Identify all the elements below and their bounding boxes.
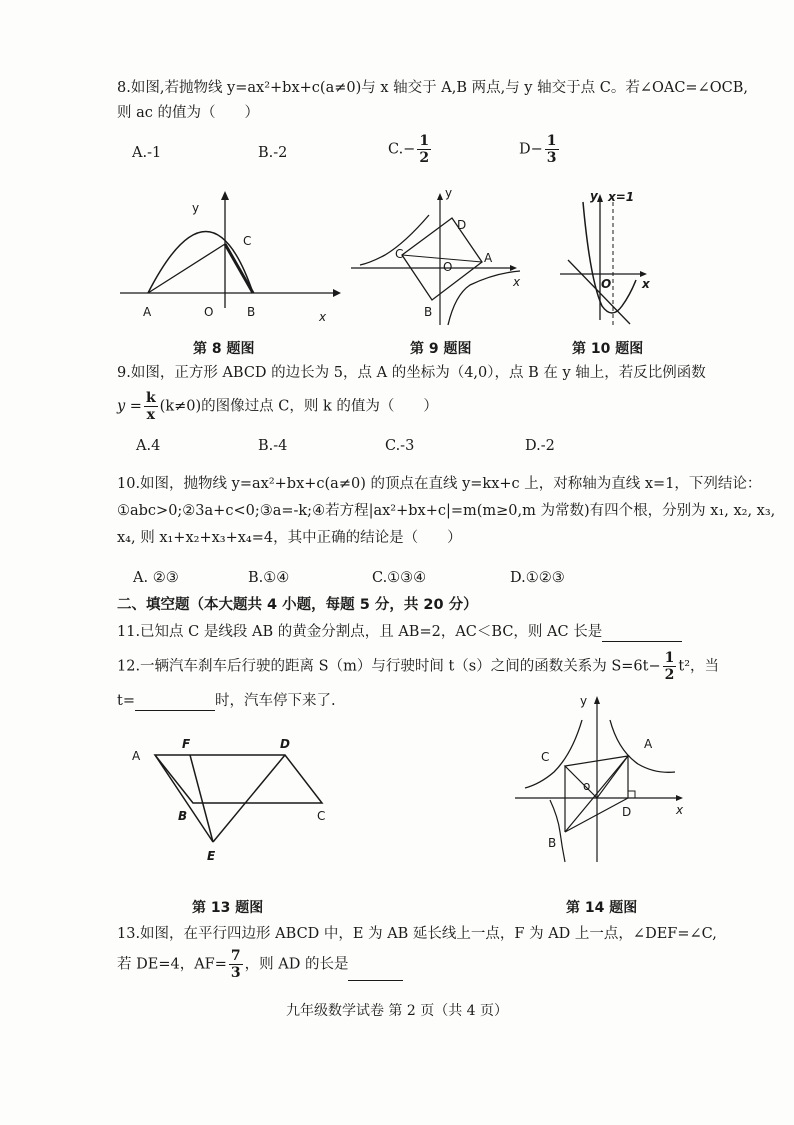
q11-answer-blank[interactable]: [602, 625, 682, 642]
fig8-label-x: x: [319, 310, 327, 324]
q13-fraction-num: 7: [230, 948, 241, 964]
q9-fraction: [144, 390, 158, 423]
fig14-label-x: x: [676, 803, 684, 817]
fig9-label-d: D: [457, 218, 467, 232]
section-fill-in-heading: 二、填空题（本大题共 4 小题，每题 5 分，共 20 分）: [117, 597, 478, 613]
fig8-segment-ac: [148, 244, 225, 293]
fig14-label-a: A: [644, 737, 653, 751]
fig8-x-arrow: [333, 289, 341, 297]
fig14-label-o: o: [583, 779, 591, 793]
fig10-label-x1: x=1: [608, 190, 635, 204]
fig9-label-b: B: [424, 305, 433, 319]
q9-y-prefix: y =: [117, 398, 142, 415]
fig14-y-arrow: [594, 696, 600, 704]
q13-answer-blank[interactable]: [348, 964, 403, 981]
q13-stem-line1: 13.如图，在平行四边形 ABCD 中，E 为 AB 延长线上一点，F 为 AD 上一点，∠DEF=∠C,: [117, 926, 717, 942]
q9-option-a: A.4: [136, 438, 161, 454]
fig13-label-a: A: [132, 749, 141, 763]
q9-option-b: B.-4: [258, 438, 288, 454]
fig8-parabola: [148, 232, 253, 294]
fig13-parallelogram: [155, 755, 322, 803]
figure-10: [550, 180, 660, 330]
fig9-label-x: x: [513, 275, 521, 289]
q12-line2-suffix: 时，汽车停下来了.: [214, 693, 336, 709]
q8-option-c: [388, 133, 433, 166]
figure-13: [125, 730, 345, 870]
fig8-y-arrow: [221, 191, 229, 200]
fig10-caption: 第 10 题图: [572, 341, 644, 357]
fig10-y-arrow: [597, 194, 603, 202]
fig10-label-y: y: [590, 189, 598, 203]
fig9-label-y: y: [445, 186, 453, 200]
fig10-parabola: [583, 202, 636, 313]
q10-stem-line3: x₄, 则 x₁+x₂+x₃+x₄=4，其中正确的结论是（ ）: [117, 530, 462, 546]
q8-option-c-fraction: [417, 133, 431, 166]
q10-option-a: A. ②③: [133, 570, 179, 586]
fig13-caption: 第 13 题图: [192, 900, 264, 916]
fig8-label-o: O: [204, 305, 214, 319]
page-footer: 九年级数学试卷 第 2 页（共 4 页）: [285, 1003, 509, 1019]
q9-fraction-num: k: [145, 390, 156, 406]
q8-option-d-den: 3: [546, 150, 557, 166]
q10-stem-line1: 10.如图，抛物线 y=ax²+bx+c(a≠0) 的顶点在直线 y=kx+c 上，对称轴为直线 x=1，下列结论：: [117, 476, 762, 492]
q13-line2-prefix: 若 DE=4，AF=: [117, 956, 227, 973]
q9-option-d: D.-2: [525, 438, 555, 454]
fig14-label-c: C: [541, 750, 550, 764]
fig13-segment-ef: [190, 755, 213, 842]
fig8-label-a: A: [143, 305, 152, 319]
fig14-caption: 第 14 题图: [566, 900, 638, 916]
fig9-y-arrow: [437, 193, 443, 200]
q8-stem-line2: 则 ac 的值为（ ）: [117, 105, 259, 121]
fig13-label-f: F: [182, 737, 191, 751]
q10-option-c: C.①③④: [372, 570, 427, 586]
q11-stem: [117, 622, 682, 642]
fig14-label-b: B: [548, 836, 557, 850]
fig14-hyperbola-a: [610, 720, 675, 772]
fig8-label-b: B: [247, 305, 256, 319]
q9-fraction-den: x: [146, 407, 155, 423]
fig10-line: [568, 260, 630, 324]
figure-14: [510, 692, 695, 867]
fig9-x-arrow: [510, 265, 517, 271]
fig14-label-d: D: [622, 805, 632, 819]
fig9-label-c: C: [395, 247, 404, 261]
q10-stem-line2: ①abc>0;②3a+c<0;③a=-k;④若方程|ax²+bx+c|=m(m≥0,m 为常数)有四个根，分别为 x₁, x₂, x₃,: [117, 503, 776, 519]
q12-answer-blank[interactable]: [135, 694, 215, 711]
q13-line2-suffix: ，则 AD 的长是: [244, 956, 349, 973]
q9-option-c: C.-3: [385, 438, 415, 454]
q8-option-a: A.-1: [132, 145, 162, 161]
q8-option-b: B.-2: [258, 145, 288, 161]
fig8-label-y: y: [192, 201, 200, 215]
q10-option-b: B.①④: [248, 570, 290, 586]
fig9-label-o: O: [443, 260, 453, 274]
fig13-label-e: E: [207, 849, 216, 863]
q8-option-d-prefix: D−: [519, 141, 543, 158]
q8-option-d-fraction: [545, 133, 559, 166]
fig8-segment-cb: [225, 244, 253, 293]
fig9-caption: 第 9 题图: [410, 341, 472, 357]
q12-stem-line2: [117, 691, 336, 711]
fig14-hyperbola-b: [550, 800, 565, 862]
fig9-label-a: A: [484, 251, 493, 265]
q13-fraction-den: 3: [230, 965, 241, 981]
fig10-label-o: O: [601, 277, 612, 291]
figure-9: [345, 185, 535, 330]
q8-option-c-prefix: C.−: [388, 141, 416, 158]
q10-option-d: D.①②③: [510, 570, 565, 586]
q8-option-c-num: 1: [419, 133, 430, 149]
q12-line1-prefix: 12.一辆汽车刹车后行驶的距离 S（m）与行驶时间 t（s）之间的函数关系为 S=6t−: [117, 658, 661, 675]
fig13-label-b: B: [178, 809, 188, 823]
q12-fraction: [663, 650, 677, 683]
fig8-label-c: C: [243, 234, 252, 248]
fig8-caption: 第 8 题图: [193, 341, 255, 357]
fig13-segment-ed: [213, 755, 285, 842]
figure-8: [115, 190, 345, 330]
q12-line1-suffix: t²，当: [678, 658, 720, 675]
q13-fraction: [229, 948, 243, 981]
q8-option-d-num: 1: [546, 133, 557, 149]
fig10-label-x: x: [642, 277, 650, 291]
q8-option-c-den: 2: [419, 150, 430, 166]
fig9-diagonal: [402, 255, 482, 262]
q12-stem-line1: [117, 650, 719, 683]
q13-stem-line2: [117, 948, 403, 981]
fig14-right-angle-mark: [628, 791, 635, 798]
q12-fraction-den: 2: [664, 667, 675, 683]
q8-stem-line1: 8.如图,若抛物线 y=ax²+bx+c(a≠0)与 x 轴交于 A,B 两点,与 y 轴交于点 C。若∠OAC=∠OCB,: [117, 80, 748, 96]
q9-stem-line2-rest: (k≠0)的图像过点 C，则 k 的值为（ ）: [159, 398, 438, 415]
q12-line2-prefix: t=: [117, 693, 135, 709]
q11-text: 11.已知点 C 是线段 AB 的黄金分割点，且 AB=2，AC＜BC，则 AC 长是: [117, 624, 603, 640]
fig13-label-c: C: [317, 809, 326, 823]
q8-option-d: [519, 133, 561, 166]
fig13-label-d: D: [280, 737, 290, 751]
fig14-x-arrow: [676, 795, 683, 801]
fig14-hyperbola-c: [525, 720, 582, 788]
fig14-label-y: y: [580, 694, 588, 708]
q9-stem-line1: 9.如图，正方形 ABCD 的边长为 5，点 A 的坐标为（4,0），点 B 在 y 轴上，若反比例函数: [117, 365, 706, 381]
q9-stem-line2: [117, 390, 438, 423]
q12-fraction-num: 1: [664, 650, 675, 666]
fig13-segment-ae: [155, 755, 213, 842]
